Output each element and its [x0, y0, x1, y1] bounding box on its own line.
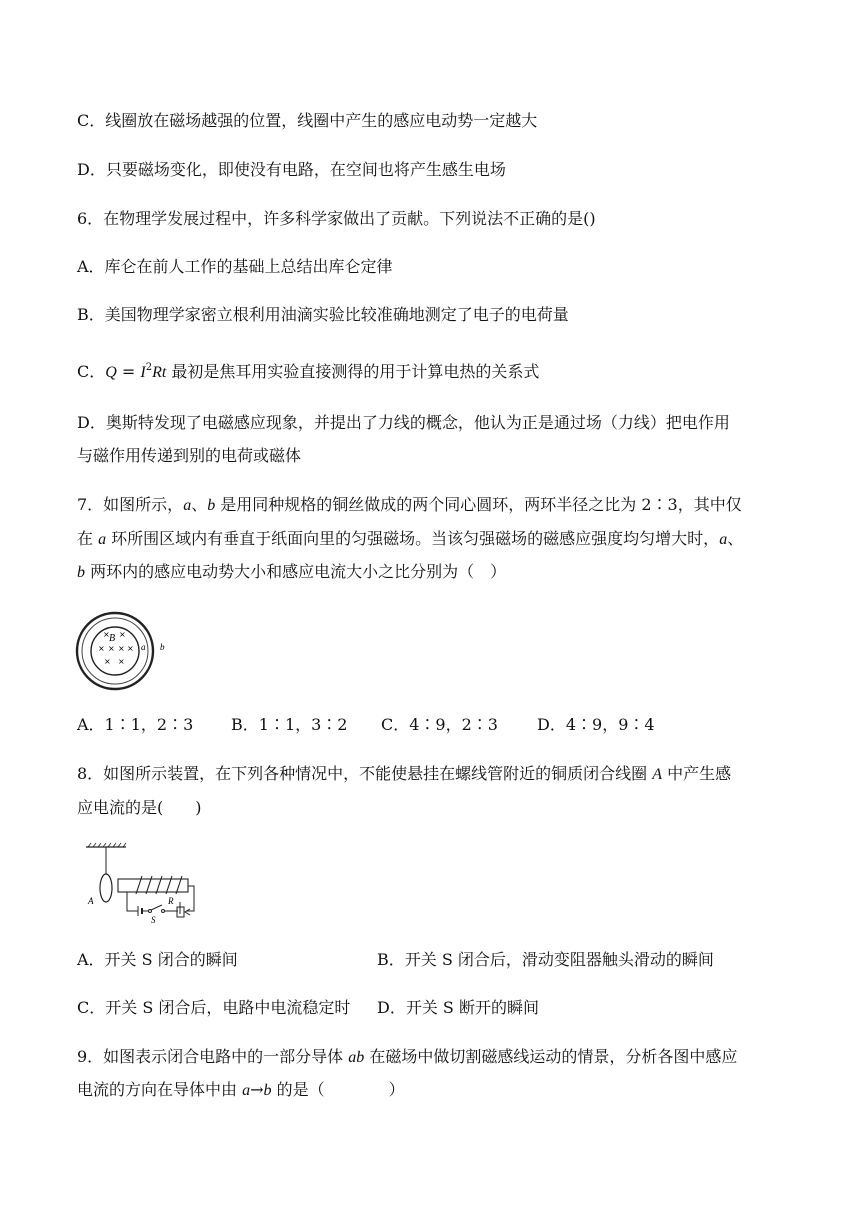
- var-b: b: [207, 497, 216, 514]
- label-rheostat-r: R: [168, 896, 174, 906]
- var-ab: ab: [348, 1049, 365, 1066]
- q7-text: 在: [77, 529, 99, 548]
- slider-arrow: [185, 909, 190, 915]
- label-switch-s: S: [151, 915, 156, 925]
- q7-option-d: D．4∶9，9∶4: [537, 715, 655, 734]
- formula-q: Q: [105, 364, 117, 381]
- label-a: a: [141, 642, 146, 652]
- q7-option-c: C．4∶9，2∶3: [381, 715, 498, 734]
- cross-mark: ×: [127, 644, 134, 653]
- q7-text: 7．如图所示，: [77, 495, 184, 514]
- var-a: a: [98, 531, 107, 548]
- q7-stem-line1: [77, 494, 742, 517]
- q7-text: 两环内的感应电动势大小和感应电流大小之比分别为（ ）: [85, 562, 507, 581]
- q6-option-c: [77, 357, 539, 384]
- q5-option-c: C．线圈放在磁场越强的位置，线圈中产生的感应电动势一定越大: [77, 111, 538, 130]
- ring-b-inner-edge: [82, 618, 148, 684]
- q9-stem-line2: [77, 1079, 405, 1102]
- q8-stem-line2: 应电流的是( ): [77, 798, 202, 817]
- var-a: a: [719, 531, 728, 548]
- label-b-field: B: [109, 633, 116, 644]
- q7-option-b: B．1∶1，3∶2: [231, 715, 348, 734]
- formula-rt: Rt: [152, 364, 167, 381]
- concentric-rings-figure: [74, 609, 184, 693]
- formula-exponent: 2: [145, 362, 153, 373]
- cross-mark: ×: [118, 657, 125, 666]
- q7-text: 环所围区域内有垂直于纸面向里的匀强磁场。当该匀强磁场的磁感应强度均匀增大时，: [106, 529, 720, 548]
- var-b: b: [263, 1082, 272, 1099]
- q7-stem-line3: [77, 561, 506, 584]
- switch-blade: [151, 905, 162, 910]
- coil-a: [100, 874, 112, 902]
- cross-mark: ×: [118, 644, 125, 653]
- formula-i: I: [140, 364, 146, 381]
- q9-stem-line1: [77, 1046, 737, 1069]
- q6-option-d-line2: 与磁作用传递到别的电荷或磁体: [77, 446, 302, 465]
- q9-text: 电流的方向在导体中由: [77, 1080, 243, 1099]
- q6-option-d-line1: D．奥斯特发现了电磁感应现象，并提出了力线的概念，他认为正是通过场（力线）把电作用: [77, 413, 730, 432]
- q6-option-c-prefix: C．: [77, 362, 106, 381]
- switch-contact: [162, 910, 165, 913]
- cross-mark: ×: [104, 657, 111, 666]
- q9-text: 9．如图表示闭合电路中的一部分导体: [77, 1047, 349, 1066]
- solenoid-circuit-figure: [80, 842, 210, 926]
- cross-mark: ×: [108, 644, 115, 653]
- q6-option-c-text: 最初是焦耳用实验直接测得的用于计算电热的关系式: [166, 362, 540, 381]
- q8-option-d: D．开关 S 断开的瞬间: [377, 998, 539, 1017]
- cross-mark: ×: [103, 630, 110, 639]
- var-a: a: [183, 497, 192, 514]
- cross-mark: ×: [119, 630, 126, 639]
- label-b: b: [160, 642, 165, 652]
- q6-option-b: B．美国物理学家密立根利用油滴实验比较准确地测定了电子的电荷量: [77, 305, 569, 324]
- q7-text: 、: [191, 495, 208, 514]
- q5-option-d: D．只要磁场变化，即使没有电路，在空间也将产生感生电场: [77, 160, 506, 179]
- q9-text: 在磁场中做切割磁感线运动的情景，分析各图中感应: [364, 1047, 738, 1066]
- arrow-icon: →: [250, 1080, 264, 1099]
- label-coil-a: A: [88, 896, 94, 906]
- q8-option-b: B．开关 S 闭合后，滑动变阻器触头滑动的瞬间: [377, 950, 714, 969]
- q8-stem-line1: [77, 763, 731, 786]
- q6-option-a: A．库仑在前人工作的基础上总结出库仑定律: [77, 257, 393, 276]
- var-A: A: [652, 766, 663, 783]
- q7-text: 是用同种规格的铜丝做成的两个同心圆环，两环半径之比为 2∶3，其中仅: [215, 495, 742, 514]
- q8-text: 中产生感: [662, 764, 732, 783]
- q7-stem-line2: [77, 528, 743, 551]
- cross-mark: ×: [98, 644, 105, 653]
- var-b: b: [77, 564, 85, 581]
- formula-equals: =: [116, 362, 141, 381]
- q6-stem: 6．在物理学发展过程中，许多科学家做出了贡献。下列说法不正确的是(): [77, 209, 596, 228]
- q9-text: 的是（ ）: [271, 1080, 405, 1099]
- q7-option-a: A．1∶1，2∶3: [77, 715, 194, 734]
- var-a: a: [242, 1082, 251, 1099]
- q7-text: 、: [727, 529, 744, 548]
- q8-text: 8．如图所示装置，在下列各种情况中，不能使悬挂在螺线管附近的铜质闭合线圈: [77, 764, 653, 783]
- q8-option-c: C．开关 S 闭合后，电路中电流稳定时: [77, 998, 351, 1017]
- q8-option-a: A．开关 S 闭合的瞬间: [77, 950, 238, 969]
